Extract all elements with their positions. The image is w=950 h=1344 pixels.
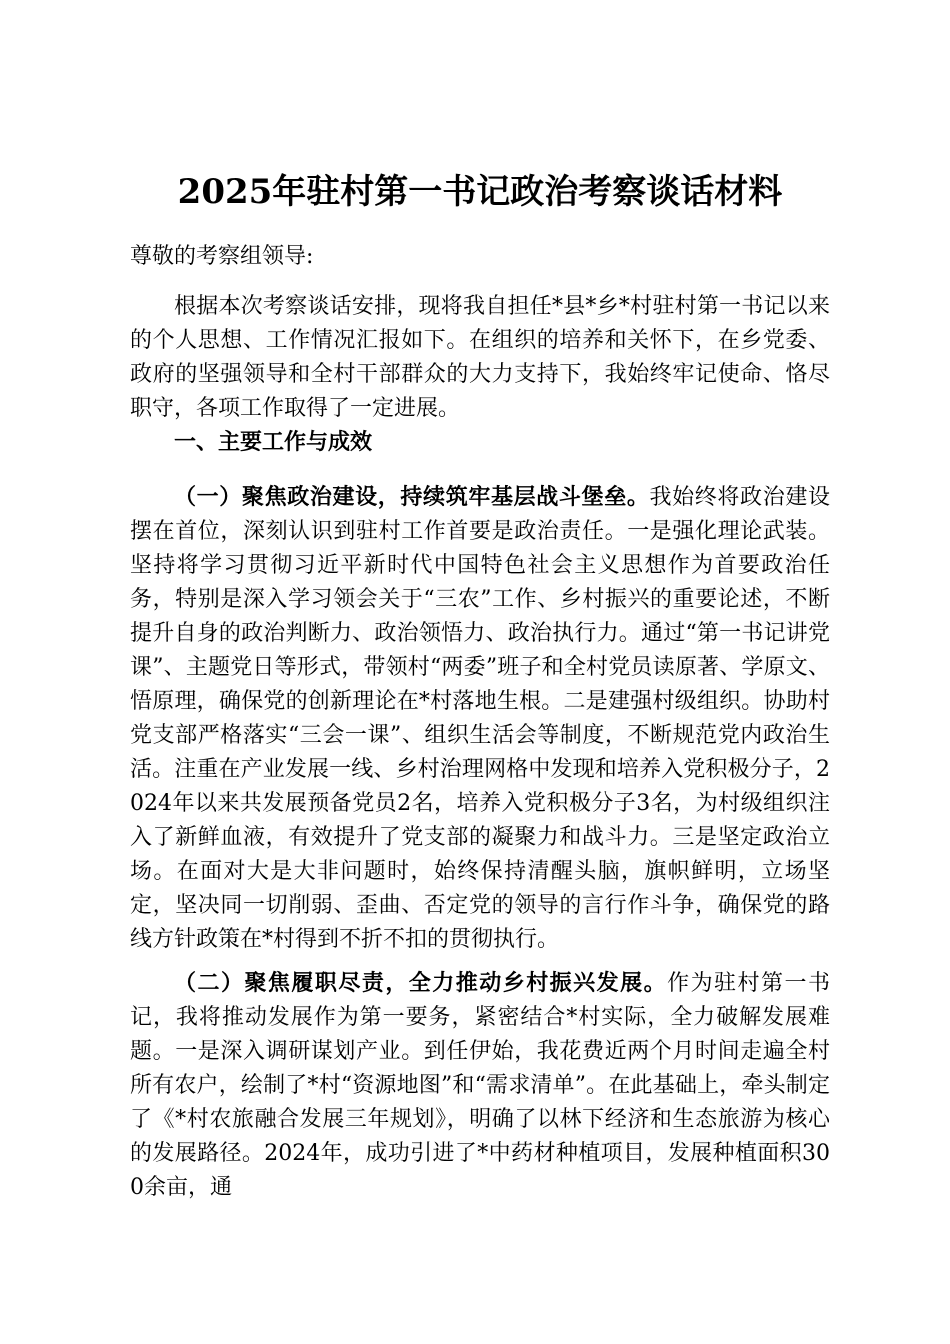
item-2-body: 作为驻村第一书记，我将推动发展作为第一要务，紧密结合*村实际，全力破解发展难题。一是深入调研谋划产业。到任伊始，我花费近两个月时间走遍全村所有农户，绘制了*村“资源地图”和“需求清单”。在此基础上，牵头制定了《*村农旅融合发展三年规划》，明确了以林下经济和生态旅游为核心的发展路径。2024年，成功引进了*中药材种植项目，发展种植面积300余亩，通	[130, 971, 830, 1200]
item-1-body: 我始终将政治建设摆在首位，深刻认识到驻村工作首要是政治责任。一是强化理论武装。坚持将学习贯彻习近平新时代中国特色社会主义思想作为首要政治任务，特别是深入学习领会关于“三农”工作、乡村振兴的重要论述，不断提升自身的政治判断力、政治领悟力、政治执行力。通过“第一书记讲党课”、主题党日等形式，带领村“两委”班子和全村党员读原著、学原文、悟原理，确保党的创新理论在*村落地生根。二是建强村级组织。协助村党支部严格落实“三会一课”、组织生活会等制度，不断规范党内政治生活。注重在产业发展一线、乡村治理网格中发现和培养入党积极分子，2024年以来共发展预备党员2名，培养入党积极分子3名，为村级组织注入了新鲜血液，有效提升了党支部的凝聚力和战斗力。三是坚定政治立场。在面对大是大非问题时，始终保持清醒头脑，旗帜鲜明，立场坚定，坚决同一切削弱、歪曲、否定党的领导的言行作斗争，确保党的路线方针政策在*村得到不折不扣的贯彻执行。	[130, 485, 830, 952]
document-title: 2025年驻村第一书记政治考察谈话材料	[177, 172, 783, 212]
item-2-lead: （二）聚焦履职尽责，全力推动乡村振兴发展。	[174, 970, 668, 996]
section-heading: 一、主要工作与成效	[174, 429, 373, 455]
paragraph-item-2	[130, 966, 830, 1205]
intro-paragraph: 根据本次考察谈话安排，现将我自担任*县*乡*村驻村第一书记以来的个人思想、工作情况汇报如下。在组织的培养和关怀下，在乡党委、政府的坚强领导和全村干部群众的大力支持下，我始终牢记使命、恪尽职守，各项工作取得了一定进展。	[130, 294, 830, 421]
item-1-lead: （一）聚焦政治建设，持续筑牢基层战斗堡垒。	[174, 484, 650, 510]
salutation: 尊敬的考察组领导:	[130, 244, 314, 269]
paragraph-item-1	[130, 480, 830, 957]
